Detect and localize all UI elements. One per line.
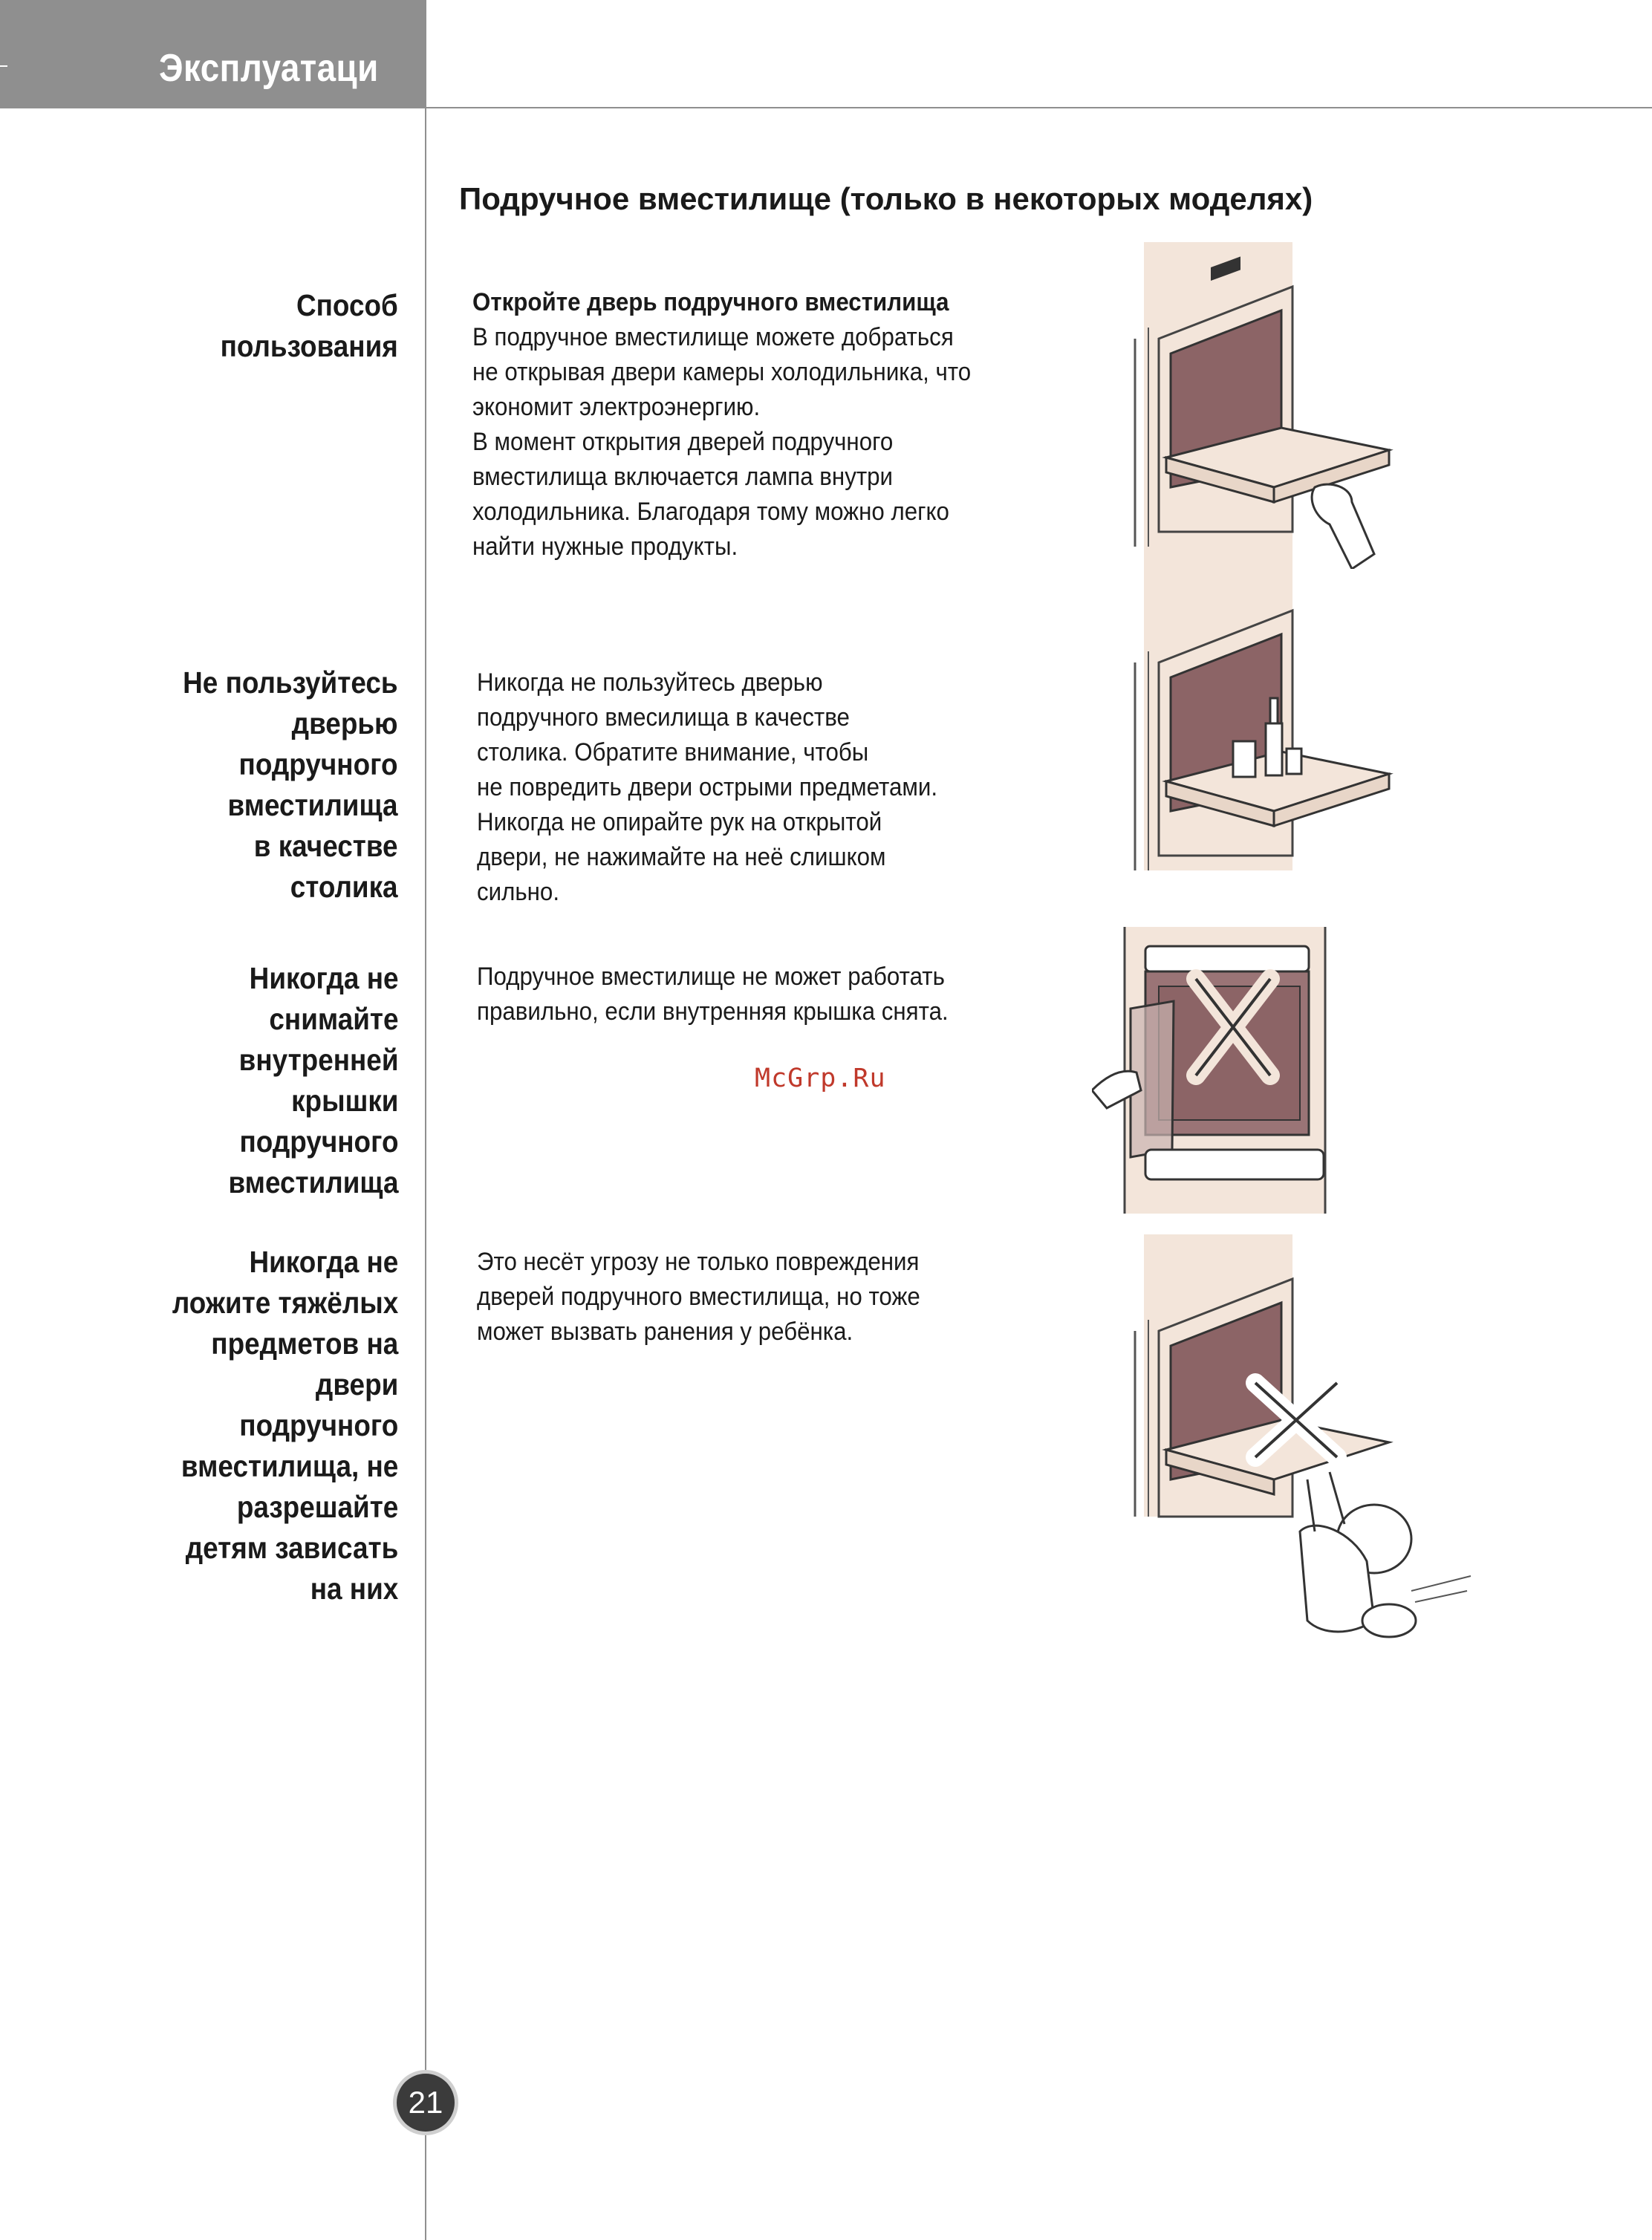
removing-inner-cover-illustration xyxy=(1092,927,1344,1214)
side-heading-usage: Способ пользования xyxy=(220,288,398,363)
page-title: Подручное вместилище (только в некоторых моделях) xyxy=(459,181,1313,216)
page-number-badge: 21 xyxy=(397,2074,455,2132)
items-on-door-illustration xyxy=(1129,566,1471,870)
hand-icon xyxy=(1312,484,1374,569)
header-rule xyxy=(426,107,1652,108)
side-heading-not-table: Не пользуйтесь дверью подручного вместилища в качестве столика xyxy=(183,665,398,904)
lead-text: Откройте дверь подручного вместилища xyxy=(472,288,949,316)
body-not-table: Никогда не пользуйтесь дверью подручного вмесилища в качестве столика. Обратите внимание, чтобы не повредить двери острыми предметами. Никогда не опирайте рук на открытой двери, не нажимайте на неё слишком сильно. xyxy=(477,668,938,906)
section-tab-title: Эксплуатаци xyxy=(159,47,379,90)
column-divider xyxy=(425,108,426,2240)
body-heavy-items: Это несёт угрозу не только повреждения дверей подручного вместилища, но тоже может вызвать ранения у ребёнка. xyxy=(477,1248,920,1346)
bottle-icon xyxy=(1266,723,1282,775)
hand-opening-door-illustration xyxy=(1129,242,1471,569)
watermark: McGrp.Ru xyxy=(755,1064,886,1093)
glass-icon xyxy=(1233,741,1255,777)
body-usage: Откройте дверь подручного вместилища В подручное вместилище можете добраться не открывая двери камеры холодильника, что экономит электроэнергию. В момент открытия дверей подручного вместилища включается лампа внутри холодильника. Благодаря тому можно легко найти нужные продукты. xyxy=(472,285,971,564)
body-inner-cover: Подручное вместилище не может работать правильно, если внутренняя крышка снята. xyxy=(477,963,949,1026)
side-heading-inner-cover: Никогда не снимайте внутренней крышки подручного вместилища xyxy=(227,961,398,1199)
child-hanging-illustration xyxy=(1129,1234,1478,1665)
header-tab xyxy=(0,0,426,108)
header-tick xyxy=(0,65,7,67)
side-heading-heavy-items: Никогда не ложите тяжёлых предметов на двери подручного вместилища, не разрешайте детям зависать на них xyxy=(172,1245,398,1606)
